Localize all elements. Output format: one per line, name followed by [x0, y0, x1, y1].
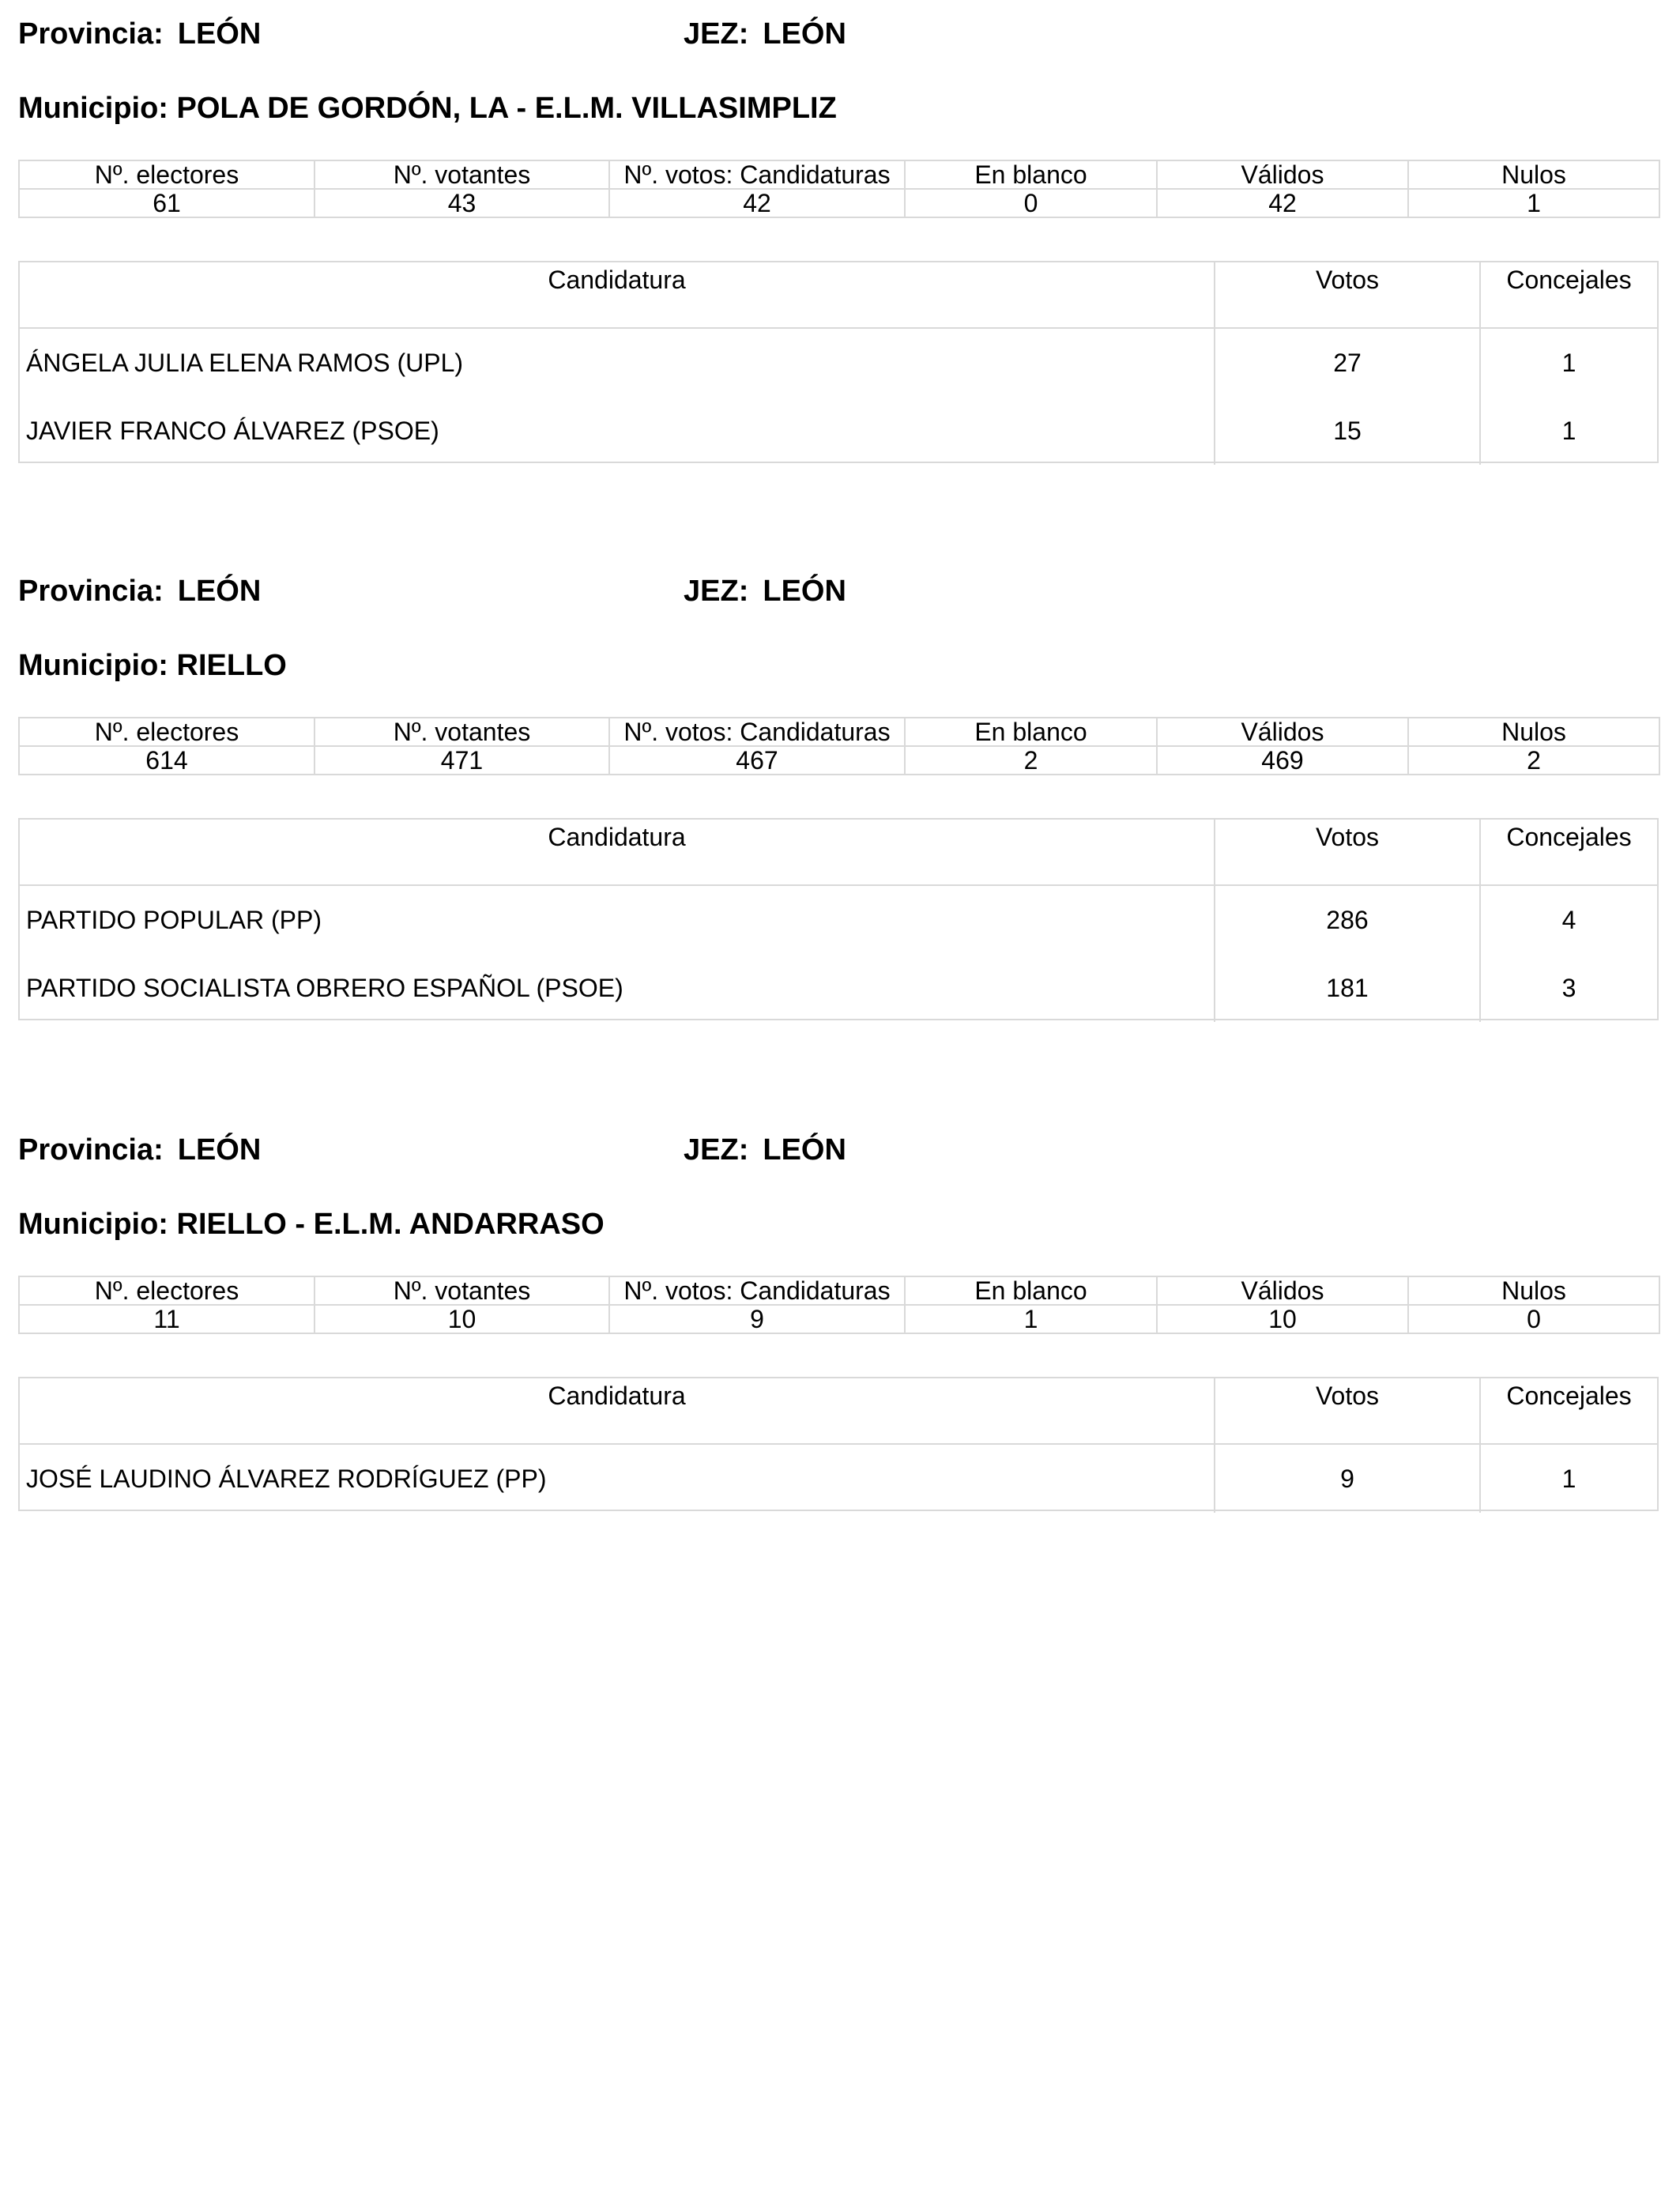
candidate-concejales: 1	[1561, 1464, 1576, 1493]
summary-header: Nº. votantes	[315, 718, 609, 746]
summary-header: Nº. electores	[19, 718, 315, 746]
summary-value: 614	[19, 746, 315, 775]
candidate-concejales: 1	[1561, 348, 1576, 377]
candidates-body	[20, 1445, 1657, 1513]
table-row	[20, 329, 1657, 397]
summary-value: 0	[1408, 1305, 1659, 1333]
summary-table	[18, 717, 1659, 777]
candidates-body	[20, 886, 1657, 1022]
summary-value: 10	[315, 1305, 609, 1333]
summary-value: 1	[905, 1305, 1157, 1333]
summary-value: 42	[1157, 189, 1408, 217]
provincia-label: Provincia:	[18, 17, 164, 51]
candidate-name: ÁNGELA JULIA ELENA RAMOS (UPL)	[20, 329, 1215, 397]
summary-table	[18, 1276, 1659, 1336]
col-header-candidatura: Candidatura	[20, 1378, 1215, 1443]
candidates-table	[18, 261, 1659, 463]
jez-value: LEÓN	[763, 1133, 846, 1167]
candidate-name: PARTIDO SOCIALISTA OBRERO ESPAÑOL (PSOE)	[20, 954, 1215, 1022]
summary-header: En blanco	[905, 718, 1157, 746]
jez-label: JEZ:	[684, 17, 749, 51]
candidate-votos: 9	[1215, 1445, 1481, 1513]
summary-header: Nº. votos: Candidaturas	[609, 1276, 905, 1305]
municipio-label: Municipio:	[18, 92, 168, 125]
summary-value: 10	[1157, 1305, 1408, 1333]
summary-value-row	[19, 189, 1659, 217]
summary-value: 471	[315, 746, 609, 775]
summary-table	[18, 160, 1659, 220]
municipio-line	[18, 1209, 605, 1239]
candidates-header-row	[20, 262, 1657, 329]
summary-header: Nº. electores	[19, 160, 315, 189]
provincia-line	[18, 19, 261, 49]
col-header-votos: Votos	[1215, 262, 1481, 327]
summary-header: Nulos	[1408, 1276, 1659, 1305]
summary-value: 43	[315, 189, 609, 217]
col-header-votos: Votos	[1215, 1378, 1481, 1443]
col-header-concejales: Concejales	[1506, 823, 1632, 851]
candidate-votos: 15	[1215, 397, 1481, 465]
candidate-concejales: 1	[1561, 416, 1576, 445]
summary-header: Válidos	[1157, 160, 1408, 189]
candidate-name: JAVIER FRANCO ÁLVAREZ (PSOE)	[20, 397, 1215, 465]
municipio-value: RIELLO	[176, 649, 287, 682]
jez-label: JEZ:	[684, 1133, 749, 1167]
candidates-table	[18, 1377, 1659, 1511]
summary-value-row	[19, 1305, 1659, 1333]
col-header-votos: Votos	[1215, 820, 1481, 884]
candidate-concejales: 3	[1561, 973, 1576, 1002]
provincia-line	[18, 576, 261, 606]
jez-line	[684, 1135, 846, 1165]
summary-header: Nº. votantes	[315, 1276, 609, 1305]
candidate-votos: 286	[1215, 886, 1481, 954]
summary-header-row	[19, 160, 1659, 189]
summary-header: Nº. votantes	[315, 160, 609, 189]
candidate-votos: 27	[1215, 329, 1481, 397]
provincia-value: LEÓN	[177, 575, 262, 608]
summary-value: 467	[609, 746, 905, 775]
summary-value-row	[19, 746, 1659, 775]
municipio-line	[18, 93, 837, 123]
municipio-label: Municipio:	[18, 1208, 168, 1241]
candidates-header-row	[20, 820, 1657, 886]
summary-header: Nulos	[1408, 160, 1659, 189]
summary-header: Nº. votos: Candidaturas	[609, 160, 905, 189]
candidate-votos: 181	[1215, 954, 1481, 1022]
candidate-name: JOSÉ LAUDINO ÁLVAREZ RODRÍGUEZ (PP)	[20, 1445, 1215, 1513]
summary-header: Válidos	[1157, 718, 1408, 746]
table-row	[20, 886, 1657, 954]
jez-value: LEÓN	[763, 575, 846, 608]
table-row	[20, 397, 1657, 465]
provincia-label: Provincia:	[18, 575, 164, 608]
col-header-concejales: Concejales	[1506, 266, 1632, 294]
municipio-value: POLA DE GORDÓN, LA - E.L.M. VILLASIMPLIZ	[176, 92, 837, 125]
summary-header: En blanco	[905, 160, 1157, 189]
table-row	[20, 1445, 1657, 1513]
municipio-line	[18, 650, 287, 680]
summary-value: 9	[609, 1305, 905, 1333]
summary-value: 1	[1408, 189, 1659, 217]
jez-line	[684, 19, 846, 49]
summary-value: 0	[905, 189, 1157, 217]
summary-value: 469	[1157, 746, 1408, 775]
candidates-body	[20, 329, 1657, 465]
summary-value: 61	[19, 189, 315, 217]
summary-value: 2	[1408, 746, 1659, 775]
col-header-candidatura: Candidatura	[20, 820, 1215, 884]
candidate-name: PARTIDO POPULAR (PP)	[20, 886, 1215, 954]
summary-value: 42	[609, 189, 905, 217]
col-header-concejales: Concejales	[1506, 1382, 1632, 1410]
municipio-value: RIELLO - E.L.M. ANDARRASO	[176, 1208, 605, 1241]
summary-header: Válidos	[1157, 1276, 1408, 1305]
candidates-table	[18, 818, 1659, 1020]
provincia-value: LEÓN	[177, 1133, 262, 1167]
provincia-label: Provincia:	[18, 1133, 164, 1167]
summary-header: Nº. electores	[19, 1276, 315, 1305]
summary-header: En blanco	[905, 1276, 1157, 1305]
jez-label: JEZ:	[684, 575, 749, 608]
summary-header-row	[19, 718, 1659, 746]
summary-value: 2	[905, 746, 1157, 775]
summary-value: 11	[19, 1305, 315, 1333]
jez-line	[684, 576, 846, 606]
summary-header-row	[19, 1276, 1659, 1305]
col-header-candidatura: Candidatura	[20, 262, 1215, 327]
jez-value: LEÓN	[763, 17, 846, 51]
municipio-label: Municipio:	[18, 649, 168, 682]
candidate-concejales: 4	[1561, 905, 1576, 934]
table-row	[20, 954, 1657, 1022]
candidates-header-row	[20, 1378, 1657, 1445]
summary-header: Nº. votos: Candidaturas	[609, 718, 905, 746]
summary-header: Nulos	[1408, 718, 1659, 746]
provincia-line	[18, 1135, 261, 1165]
provincia-value: LEÓN	[177, 17, 262, 51]
